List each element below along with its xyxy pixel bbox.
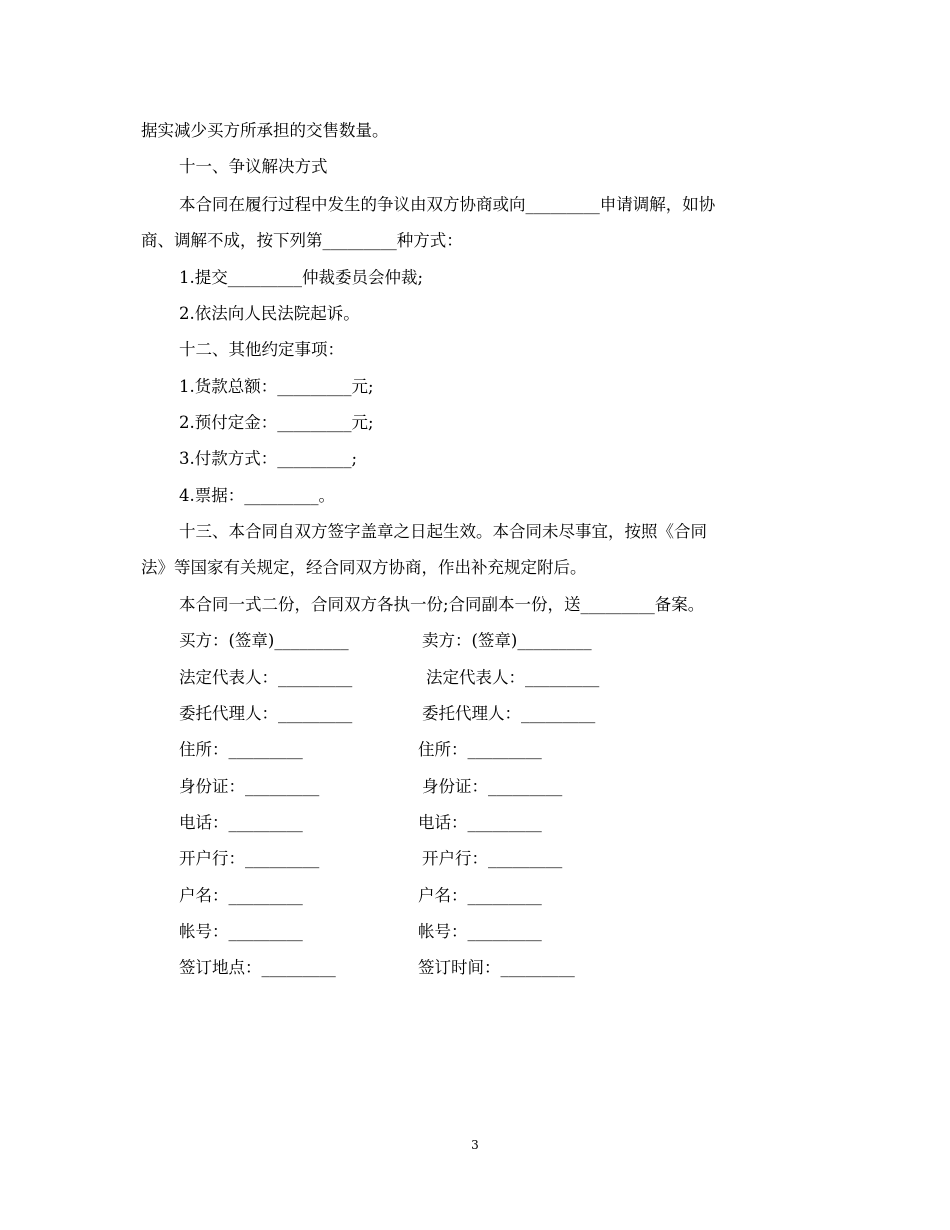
signing-time: 签订时间：_________	[418, 958, 575, 977]
section-heading-12: 十二、其他约定事项：	[179, 340, 344, 359]
term-payment-method: 3.付款方式：_________;	[179, 449, 358, 468]
term-deposit: 2.预付定金：_________元;	[179, 413, 374, 432]
seller-id: 身份证：_________	[422, 777, 563, 796]
signing-place: 签订地点：_________	[179, 958, 336, 977]
buyer-agent: 委托代理人：_________	[179, 704, 353, 723]
section-13-line2: 法》等国家有关规定，经合同双方协商，作出补充规定附后。	[141, 558, 587, 577]
paragraph-continuation: 据实减少买方所承担的交售数量。	[141, 121, 389, 140]
seller-bank: 开户行：_________	[422, 849, 563, 868]
buyer-legal-rep: 法定代表人：_________	[179, 668, 353, 687]
term-invoice: 4.票据：_________。	[179, 486, 335, 505]
seller-agent: 委托代理人：_________	[422, 704, 596, 723]
paragraph-dispute-line1: 本合同在履行过程中发生的争议由双方协商或向_________申请调解，如协	[179, 195, 716, 214]
seller-address: 住所：_________	[418, 740, 542, 759]
dispute-option-1: 1.提交_________仲裁委员会仲裁;	[179, 268, 424, 287]
section-heading-11: 十一、争议解决方式	[179, 157, 328, 176]
seller-account-number: 帐号：_________	[418, 922, 542, 941]
seller-signature: 卖方：(签章)_________	[422, 631, 592, 650]
dispute-option-2: 2.依法向人民法院起诉。	[179, 304, 360, 323]
seller-phone: 电话：_________	[418, 813, 542, 832]
term-total-payment: 1.货款总额：_________元;	[179, 377, 374, 396]
buyer-address: 住所：_________	[179, 740, 303, 759]
buyer-phone: 电话：_________	[179, 813, 303, 832]
page-number: 3	[471, 1138, 479, 1152]
paragraph-dispute-line2: 商、调解不成，按下列第_________种方式：	[141, 231, 463, 250]
copies-paragraph: 本合同一式二份，合同双方各执一份;合同副本一份，送_________备案。	[179, 595, 705, 614]
seller-legal-rep: 法定代表人：_________	[426, 668, 600, 687]
buyer-account-name: 户名：_________	[179, 886, 303, 905]
section-13-line1: 十三、本合同自双方签字盖章之日起生效。本合同未尽事宜，按照《合同	[179, 522, 707, 541]
buyer-bank: 开户行：_________	[179, 849, 320, 868]
buyer-signature: 买方：(签章)_________	[179, 631, 349, 650]
buyer-account-number: 帐号：_________	[179, 922, 303, 941]
seller-account-name: 户名：_________	[418, 886, 542, 905]
buyer-id: 身份证：_________	[179, 777, 320, 796]
